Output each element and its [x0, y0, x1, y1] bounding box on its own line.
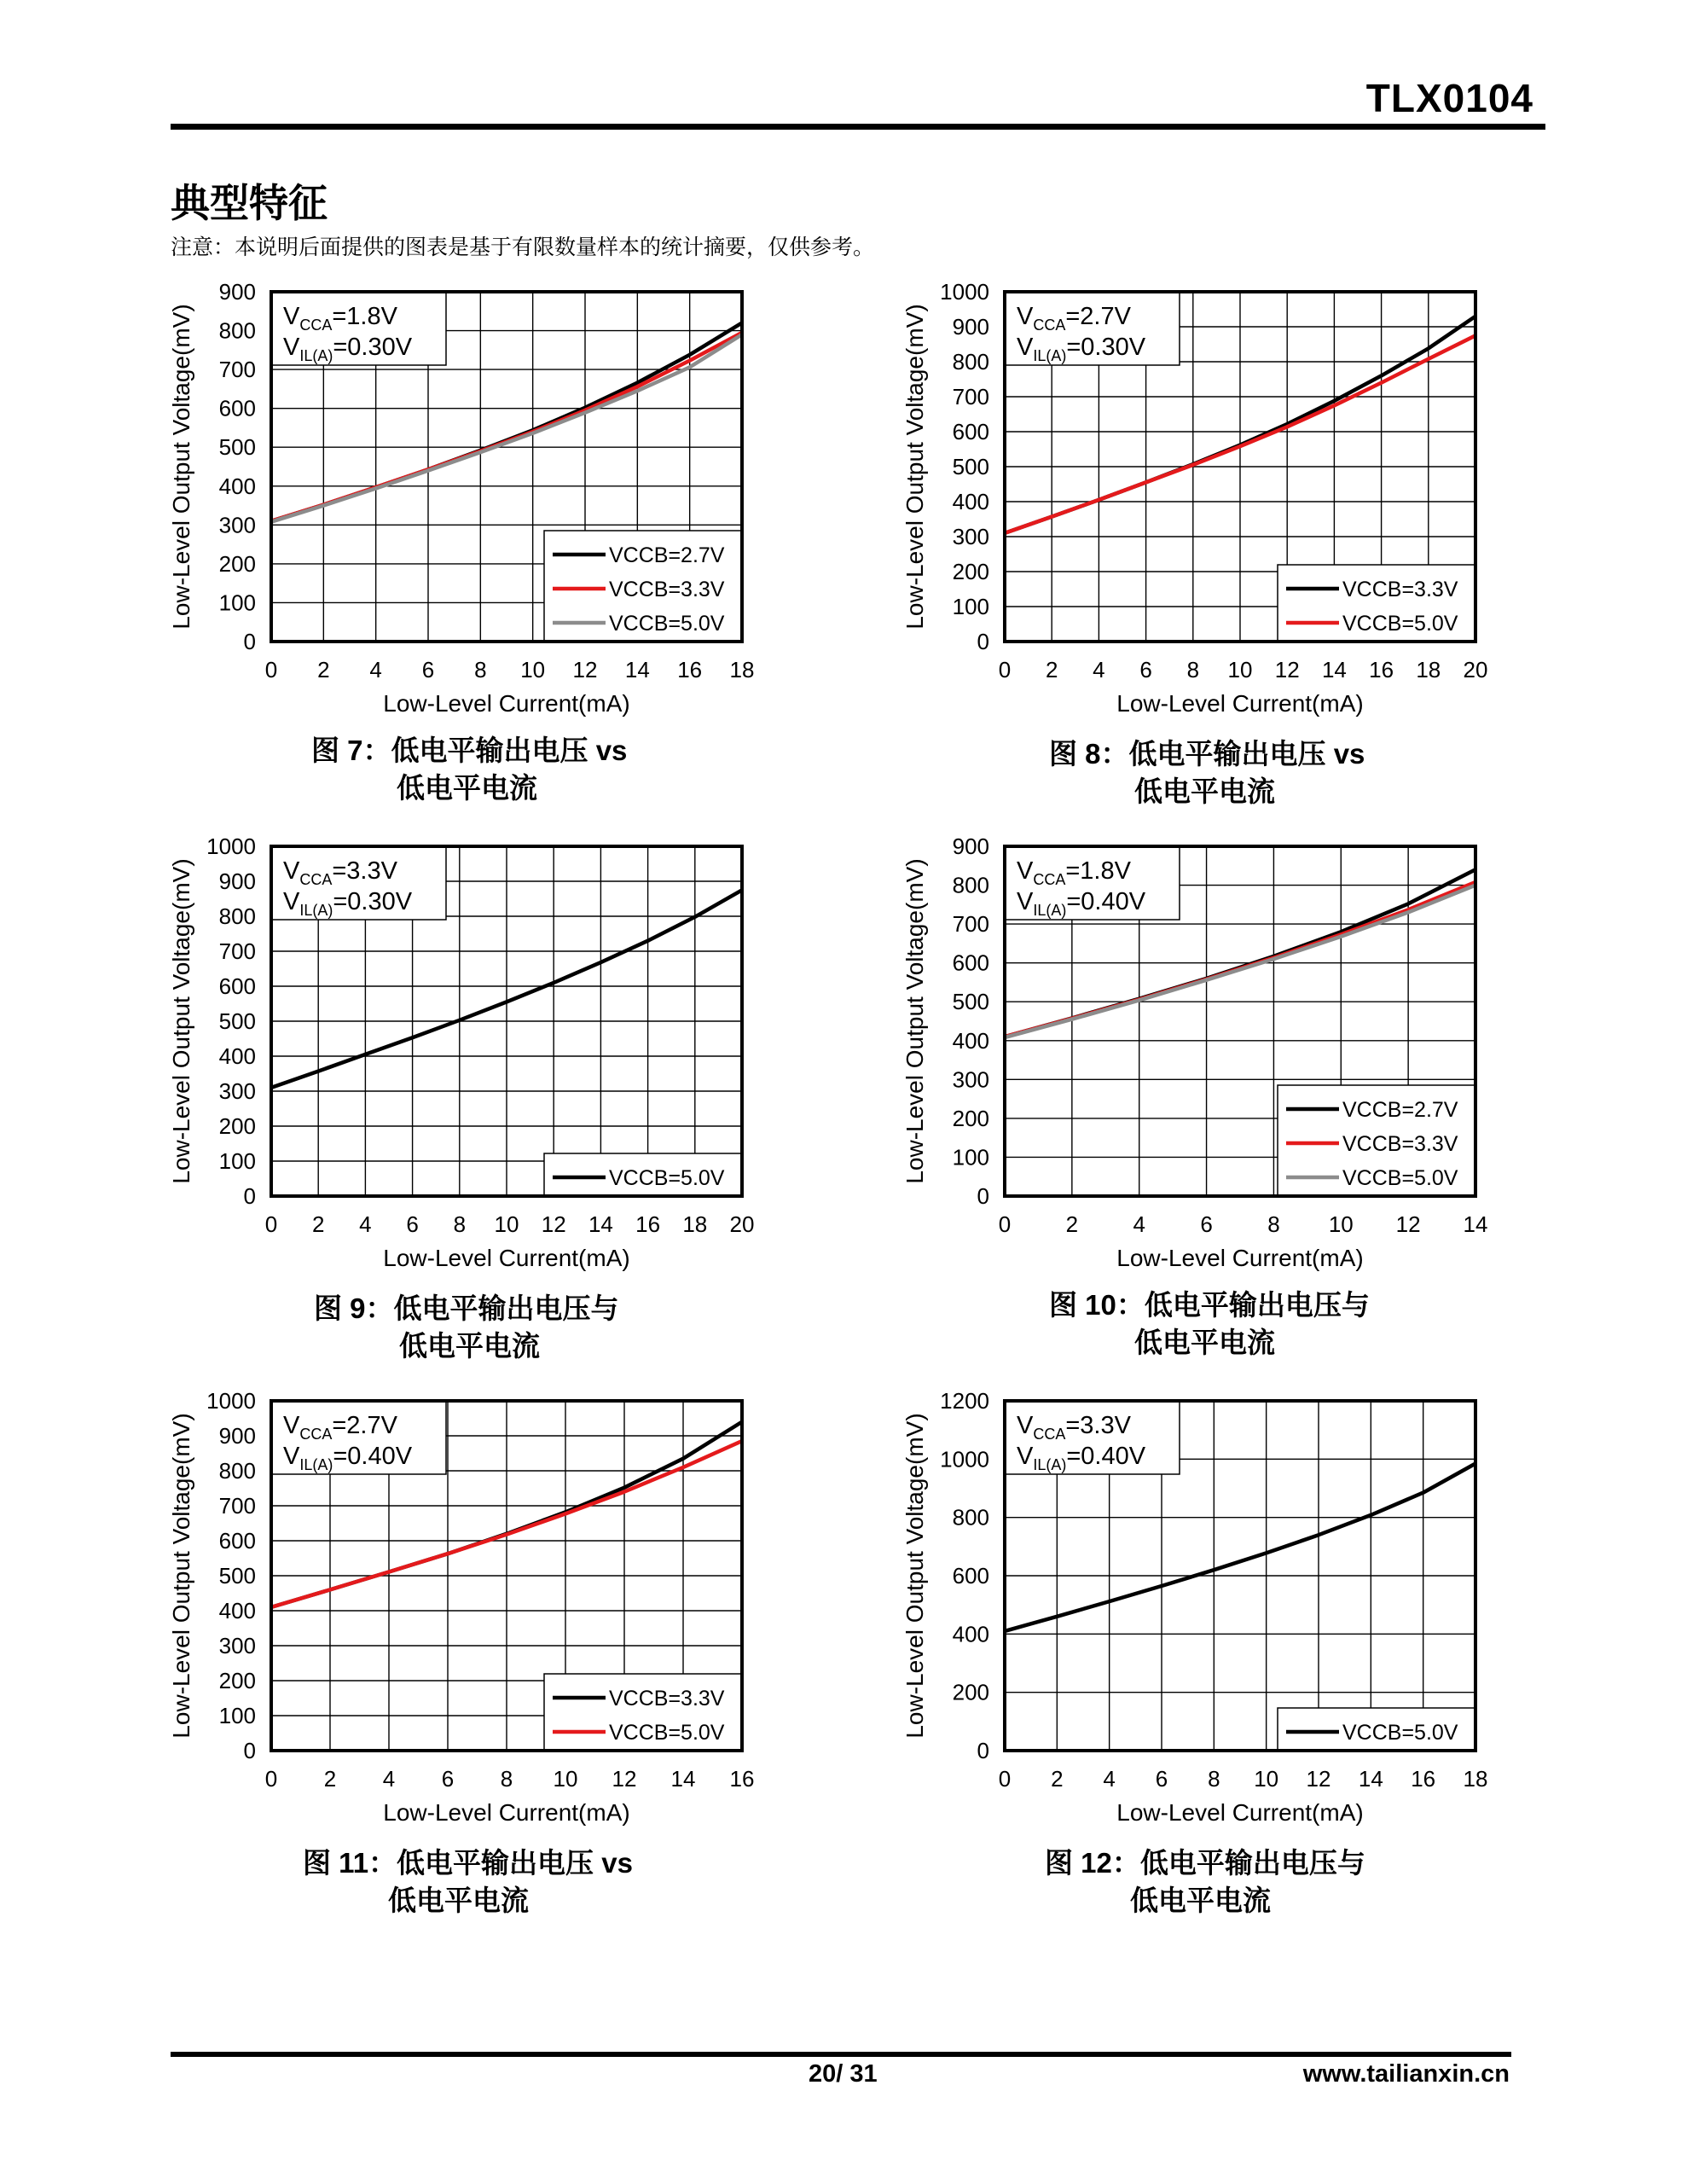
legend-label: VCCB=3.3V — [609, 578, 725, 601]
y-axis-title: Low-Level Output Voltage(mV) — [168, 304, 194, 630]
y-tick-label: 300 — [218, 1078, 256, 1104]
vil-label: $V_{IL(A)}=0.40V$ — [1017, 888, 1146, 919]
y-tick-label: 800 — [952, 1504, 989, 1531]
y-tick-label: 100 — [952, 1144, 989, 1170]
y-tick-label: 0 — [243, 629, 256, 654]
y-tick-label: 1000 — [206, 834, 256, 859]
header-rule — [171, 124, 1545, 130]
y-tick-label: 800 — [218, 317, 256, 344]
x-tick-label: 20 — [729, 1211, 755, 1237]
y-tick-label: 0 — [977, 1183, 989, 1209]
page-number: 20/ 31 — [809, 2060, 878, 2088]
y-tick-label: 600 — [952, 1563, 989, 1589]
y-tick-label: 100 — [218, 590, 256, 616]
y-tick-label: 900 — [952, 314, 989, 340]
x-tick-label: 4 — [359, 1211, 372, 1237]
y-tick-label: 500 — [218, 1563, 256, 1589]
legend — [544, 1674, 742, 1751]
x-tick-label: 18 — [682, 1211, 708, 1237]
legend-label: VCCB=5.0V — [609, 1721, 725, 1745]
vil-label: $V_{IL(A)}=0.40V$ — [283, 1443, 413, 1473]
x-tick-label: 14 — [588, 1211, 613, 1237]
x-tick-label: 12 — [541, 1211, 566, 1237]
x-tick-label: 4 — [1133, 1211, 1145, 1237]
y-tick-label: 100 — [218, 1148, 256, 1174]
legend-label: VCCB=2.7V — [1342, 1098, 1458, 1122]
x-tick-label: 4 — [1103, 1766, 1116, 1792]
y-tick-label: 300 — [952, 1066, 989, 1093]
caption-line-1: 图 8：低电平输出电压 vs — [1049, 738, 1365, 770]
y-axis-title: Low-Level Output Voltage(mV) — [901, 304, 928, 630]
chart-fig10 — [901, 834, 1510, 1280]
x-tick-label: 16 — [1369, 657, 1394, 682]
caption-line-2: 低电平电流 — [397, 772, 537, 804]
vil-value: 0.40V — [1081, 888, 1146, 915]
x-tick-label: 0 — [998, 1766, 1012, 1792]
y-axis-title: Low-Level Output Voltage(mV) — [901, 1413, 928, 1739]
legend-label: VCCB=3.3V — [609, 1687, 725, 1711]
x-axis-title: Low-Level Current(mA) — [1116, 1245, 1364, 1271]
vil-value: 0.40V — [347, 1443, 413, 1470]
y-tick-label: 100 — [952, 594, 989, 619]
chart-fig7 — [168, 279, 776, 725]
y-tick-label: 1000 — [940, 279, 989, 305]
x-tick-label: 10 — [494, 1211, 519, 1237]
x-tick-label: 2 — [317, 657, 330, 682]
x-tick-label: 8 — [474, 657, 487, 682]
y-tick-label: 1000 — [206, 1388, 256, 1414]
y-tick-label: 900 — [218, 868, 256, 894]
x-axis-title: Low-Level Current(mA) — [1116, 1799, 1364, 1826]
vil-label: $V_{IL(A)}=0.30V$ — [1017, 334, 1146, 364]
x-tick-label: 20 — [1463, 657, 1488, 682]
y-tick-label: 300 — [218, 1633, 256, 1658]
legend-label: VCCB=5.0V — [1342, 1166, 1458, 1190]
conditions-box — [1005, 1401, 1180, 1474]
x-tick-label: 16 — [1411, 1766, 1436, 1792]
x-tick-label: 10 — [1328, 1211, 1354, 1237]
legend-label: VCCB=5.0V — [609, 612, 725, 636]
conditions-box — [271, 846, 446, 920]
website-url: www.tailianxin.cn — [1302, 2060, 1510, 2088]
vcca-value: 1.8V — [1080, 857, 1131, 885]
section-title: 典型特征 — [171, 181, 328, 225]
x-tick-label: 16 — [635, 1211, 661, 1237]
x-tick-label: 14 — [670, 1766, 696, 1792]
x-tick-label: 12 — [1274, 657, 1300, 682]
vcca-value: 2.7V — [346, 1412, 397, 1439]
legend-label: VCCB=5.0V — [1342, 612, 1458, 636]
x-tick-label: 6 — [421, 657, 435, 682]
y-tick-label: 400 — [218, 473, 256, 499]
legend — [544, 531, 742, 642]
y-tick-label: 700 — [218, 1493, 256, 1519]
y-tick-label: 300 — [952, 524, 989, 549]
caption-line-1: 图 10：低电平输出电压与 — [1049, 1289, 1370, 1321]
caption-line-1: 图 11：低电平输出电压 vs — [303, 1847, 633, 1879]
y-tick-label: 200 — [952, 1679, 989, 1705]
y-tick-label: 200 — [218, 550, 256, 577]
x-tick-label: 0 — [264, 1211, 278, 1237]
vcca-value: 1.8V — [346, 303, 397, 330]
caption-line-2: 低电平电流 — [388, 1885, 529, 1916]
y-tick-label: 0 — [243, 1183, 256, 1209]
x-axis-title: Low-Level Current(mA) — [1116, 690, 1364, 717]
legend — [1278, 565, 1475, 642]
x-tick-label: 4 — [382, 1766, 396, 1792]
caption-fig11 — [303, 1844, 633, 1920]
x-tick-label: 14 — [1358, 1766, 1383, 1792]
x-tick-label: 18 — [1416, 657, 1441, 682]
legend-label: VCCB=3.3V — [1342, 578, 1458, 601]
x-tick-label: 16 — [677, 657, 703, 682]
y-axis-title: Low-Level Output Voltage(mV) — [901, 858, 928, 1184]
caption-line-2: 低电平电流 — [399, 1330, 540, 1362]
y-tick-label: 600 — [218, 973, 256, 999]
legend — [1278, 1708, 1475, 1751]
vcca-label: $V_{CCA}=3.3V$ — [283, 857, 397, 888]
vcca-label: $V_{CCA}=1.8V$ — [283, 303, 397, 334]
x-tick-label: 2 — [323, 1766, 337, 1792]
x-tick-label: 12 — [1395, 1211, 1421, 1237]
vil-value: 0.30V — [347, 888, 413, 915]
legend — [1278, 1085, 1475, 1196]
x-tick-label: 4 — [1093, 657, 1105, 682]
vcca-label: $V_{CCA}=3.3V$ — [1017, 1412, 1131, 1443]
chart-fig11 — [168, 1388, 776, 1834]
x-tick-label: 2 — [311, 1211, 325, 1237]
vcca-label: $V_{CCA}=1.8V$ — [1017, 857, 1131, 888]
footer-rule — [171, 2052, 1511, 2057]
x-tick-label: 12 — [1306, 1766, 1331, 1792]
x-tick-label: 10 — [553, 1766, 578, 1792]
vil-value: 0.30V — [347, 334, 413, 361]
chart-fig12 — [901, 1388, 1510, 1834]
vil-value: 0.40V — [1081, 1443, 1146, 1470]
y-axis-title: Low-Level Output Voltage(mV) — [168, 858, 194, 1184]
caption-line-2: 低电平电流 — [1134, 1327, 1275, 1358]
y-tick-label: 500 — [952, 454, 989, 479]
caption-line-1: 图 7：低电平输出电压 vs — [311, 735, 628, 766]
vil-label: $V_{IL(A)}=0.40V$ — [1017, 1443, 1146, 1473]
vcca-label: $V_{CCA}=2.7V$ — [1017, 303, 1131, 334]
vcca-value: 2.7V — [1080, 303, 1131, 330]
y-tick-label: 700 — [218, 938, 256, 964]
x-tick-label: 12 — [572, 657, 598, 682]
x-tick-label: 14 — [624, 657, 650, 682]
conditions-box — [271, 292, 446, 365]
y-tick-label: 200 — [952, 559, 989, 584]
x-tick-label: 0 — [998, 657, 1012, 682]
y-tick-label: 800 — [218, 903, 256, 929]
vil-label: $V_{IL(A)}=0.30V$ — [283, 888, 413, 919]
y-tick-label: 400 — [952, 1621, 989, 1647]
x-tick-label: 8 — [1186, 657, 1200, 682]
y-tick-label: 1000 — [940, 1446, 989, 1472]
y-tick-label: 500 — [218, 1008, 256, 1034]
x-tick-label: 6 — [406, 1211, 419, 1237]
x-tick-label: 6 — [1200, 1211, 1213, 1237]
y-tick-label: 400 — [952, 1027, 989, 1054]
caption-line-2: 低电平电流 — [1134, 775, 1275, 807]
legend-label: VCCB=5.0V — [609, 1166, 725, 1190]
vcca-label: $V_{CCA}=2.7V$ — [283, 1412, 397, 1443]
x-tick-label: 0 — [998, 1211, 1012, 1237]
caption-line-1: 图 9：低电平输出电压与 — [314, 1292, 619, 1324]
x-tick-label: 16 — [729, 1766, 755, 1792]
y-tick-label: 800 — [952, 349, 989, 375]
x-tick-label: 8 — [500, 1766, 513, 1792]
y-tick-label: 200 — [952, 1105, 989, 1131]
caption-fig12 — [1045, 1844, 1365, 1920]
y-tick-label: 500 — [218, 434, 256, 461]
y-tick-label: 800 — [218, 1458, 256, 1484]
vcca-value: 3.3V — [1080, 1412, 1131, 1439]
legend — [544, 1153, 742, 1196]
caption-line-1: 图 12：低电平输出电压与 — [1045, 1847, 1365, 1879]
x-tick-label: 2 — [1065, 1211, 1079, 1237]
x-tick-label: 4 — [369, 657, 382, 682]
x-tick-label: 2 — [1051, 1766, 1064, 1792]
y-tick-label: 700 — [952, 911, 989, 938]
x-axis-title: Low-Level Current(mA) — [383, 1799, 630, 1826]
conditions-box — [1005, 846, 1180, 920]
y-axis-title: Low-Level Output Voltage(mV) — [168, 1413, 194, 1739]
x-tick-label: 2 — [1045, 657, 1058, 682]
conditions-box — [1005, 292, 1180, 365]
x-tick-label: 14 — [1321, 657, 1347, 682]
conditions-box — [271, 1401, 446, 1474]
y-tick-label: 600 — [952, 950, 989, 976]
x-tick-label: 0 — [264, 657, 278, 682]
x-axis-title: Low-Level Current(mA) — [383, 1245, 630, 1271]
x-tick-label: 14 — [1463, 1211, 1488, 1237]
y-tick-label: 400 — [218, 1043, 256, 1069]
x-tick-label: 10 — [1227, 657, 1253, 682]
x-tick-label: 8 — [453, 1211, 467, 1237]
y-tick-label: 600 — [218, 1528, 256, 1554]
y-tick-label: 0 — [243, 1738, 256, 1763]
y-tick-label: 900 — [218, 279, 256, 305]
y-tick-label: 600 — [218, 395, 256, 421]
y-tick-label: 600 — [952, 419, 989, 444]
y-tick-label: 900 — [218, 1423, 256, 1449]
x-tick-label: 8 — [1208, 1766, 1220, 1792]
x-tick-label: 12 — [612, 1766, 637, 1792]
caption-fig8 — [1049, 735, 1365, 810]
vil-label: $V_{IL(A)}=0.30V$ — [283, 334, 413, 364]
vcca-value: 3.3V — [346, 857, 397, 885]
x-axis-title: Low-Level Current(mA) — [383, 690, 630, 717]
y-tick-label: 400 — [218, 1598, 256, 1623]
y-tick-label: 300 — [218, 512, 256, 538]
vil-value: 0.30V — [1081, 334, 1146, 361]
x-tick-label: 8 — [1267, 1211, 1280, 1237]
x-tick-label: 6 — [1155, 1766, 1168, 1792]
legend-label: VCCB=5.0V — [1342, 1721, 1458, 1745]
caption-fig9 — [314, 1290, 619, 1365]
x-tick-label: 18 — [1463, 1766, 1488, 1792]
y-tick-label: 200 — [218, 1668, 256, 1693]
x-tick-label: 10 — [1254, 1766, 1279, 1792]
chart-fig9 — [168, 834, 776, 1280]
legend-label: VCCB=3.3V — [1342, 1132, 1458, 1156]
section-note: 注意：本说明后面提供的图表是基于有限数量样本的统计摘要，仅供参考。 — [171, 235, 875, 259]
y-tick-label: 700 — [218, 357, 256, 383]
y-tick-label: 400 — [952, 489, 989, 514]
document-title: TLX0104 — [1365, 76, 1533, 120]
y-tick-label: 0 — [977, 1738, 989, 1763]
y-tick-label: 200 — [218, 1113, 256, 1139]
caption-fig7 — [311, 732, 627, 807]
chart-fig8 — [901, 279, 1510, 725]
y-tick-label: 1200 — [940, 1388, 989, 1414]
x-tick-label: 6 — [441, 1766, 455, 1792]
x-tick-label: 10 — [520, 657, 546, 682]
caption-line-2: 低电平电流 — [1130, 1885, 1271, 1916]
x-tick-label: 0 — [264, 1766, 278, 1792]
caption-fig10 — [1049, 1287, 1370, 1362]
y-tick-label: 900 — [952, 834, 989, 859]
y-tick-label: 700 — [952, 384, 989, 410]
y-tick-label: 500 — [952, 989, 989, 1015]
y-tick-label: 0 — [977, 629, 989, 654]
x-tick-label: 6 — [1139, 657, 1152, 682]
y-tick-label: 800 — [952, 872, 989, 898]
y-tick-label: 100 — [218, 1703, 256, 1728]
legend-label: VCCB=2.7V — [609, 543, 725, 567]
x-tick-label: 18 — [729, 657, 755, 682]
